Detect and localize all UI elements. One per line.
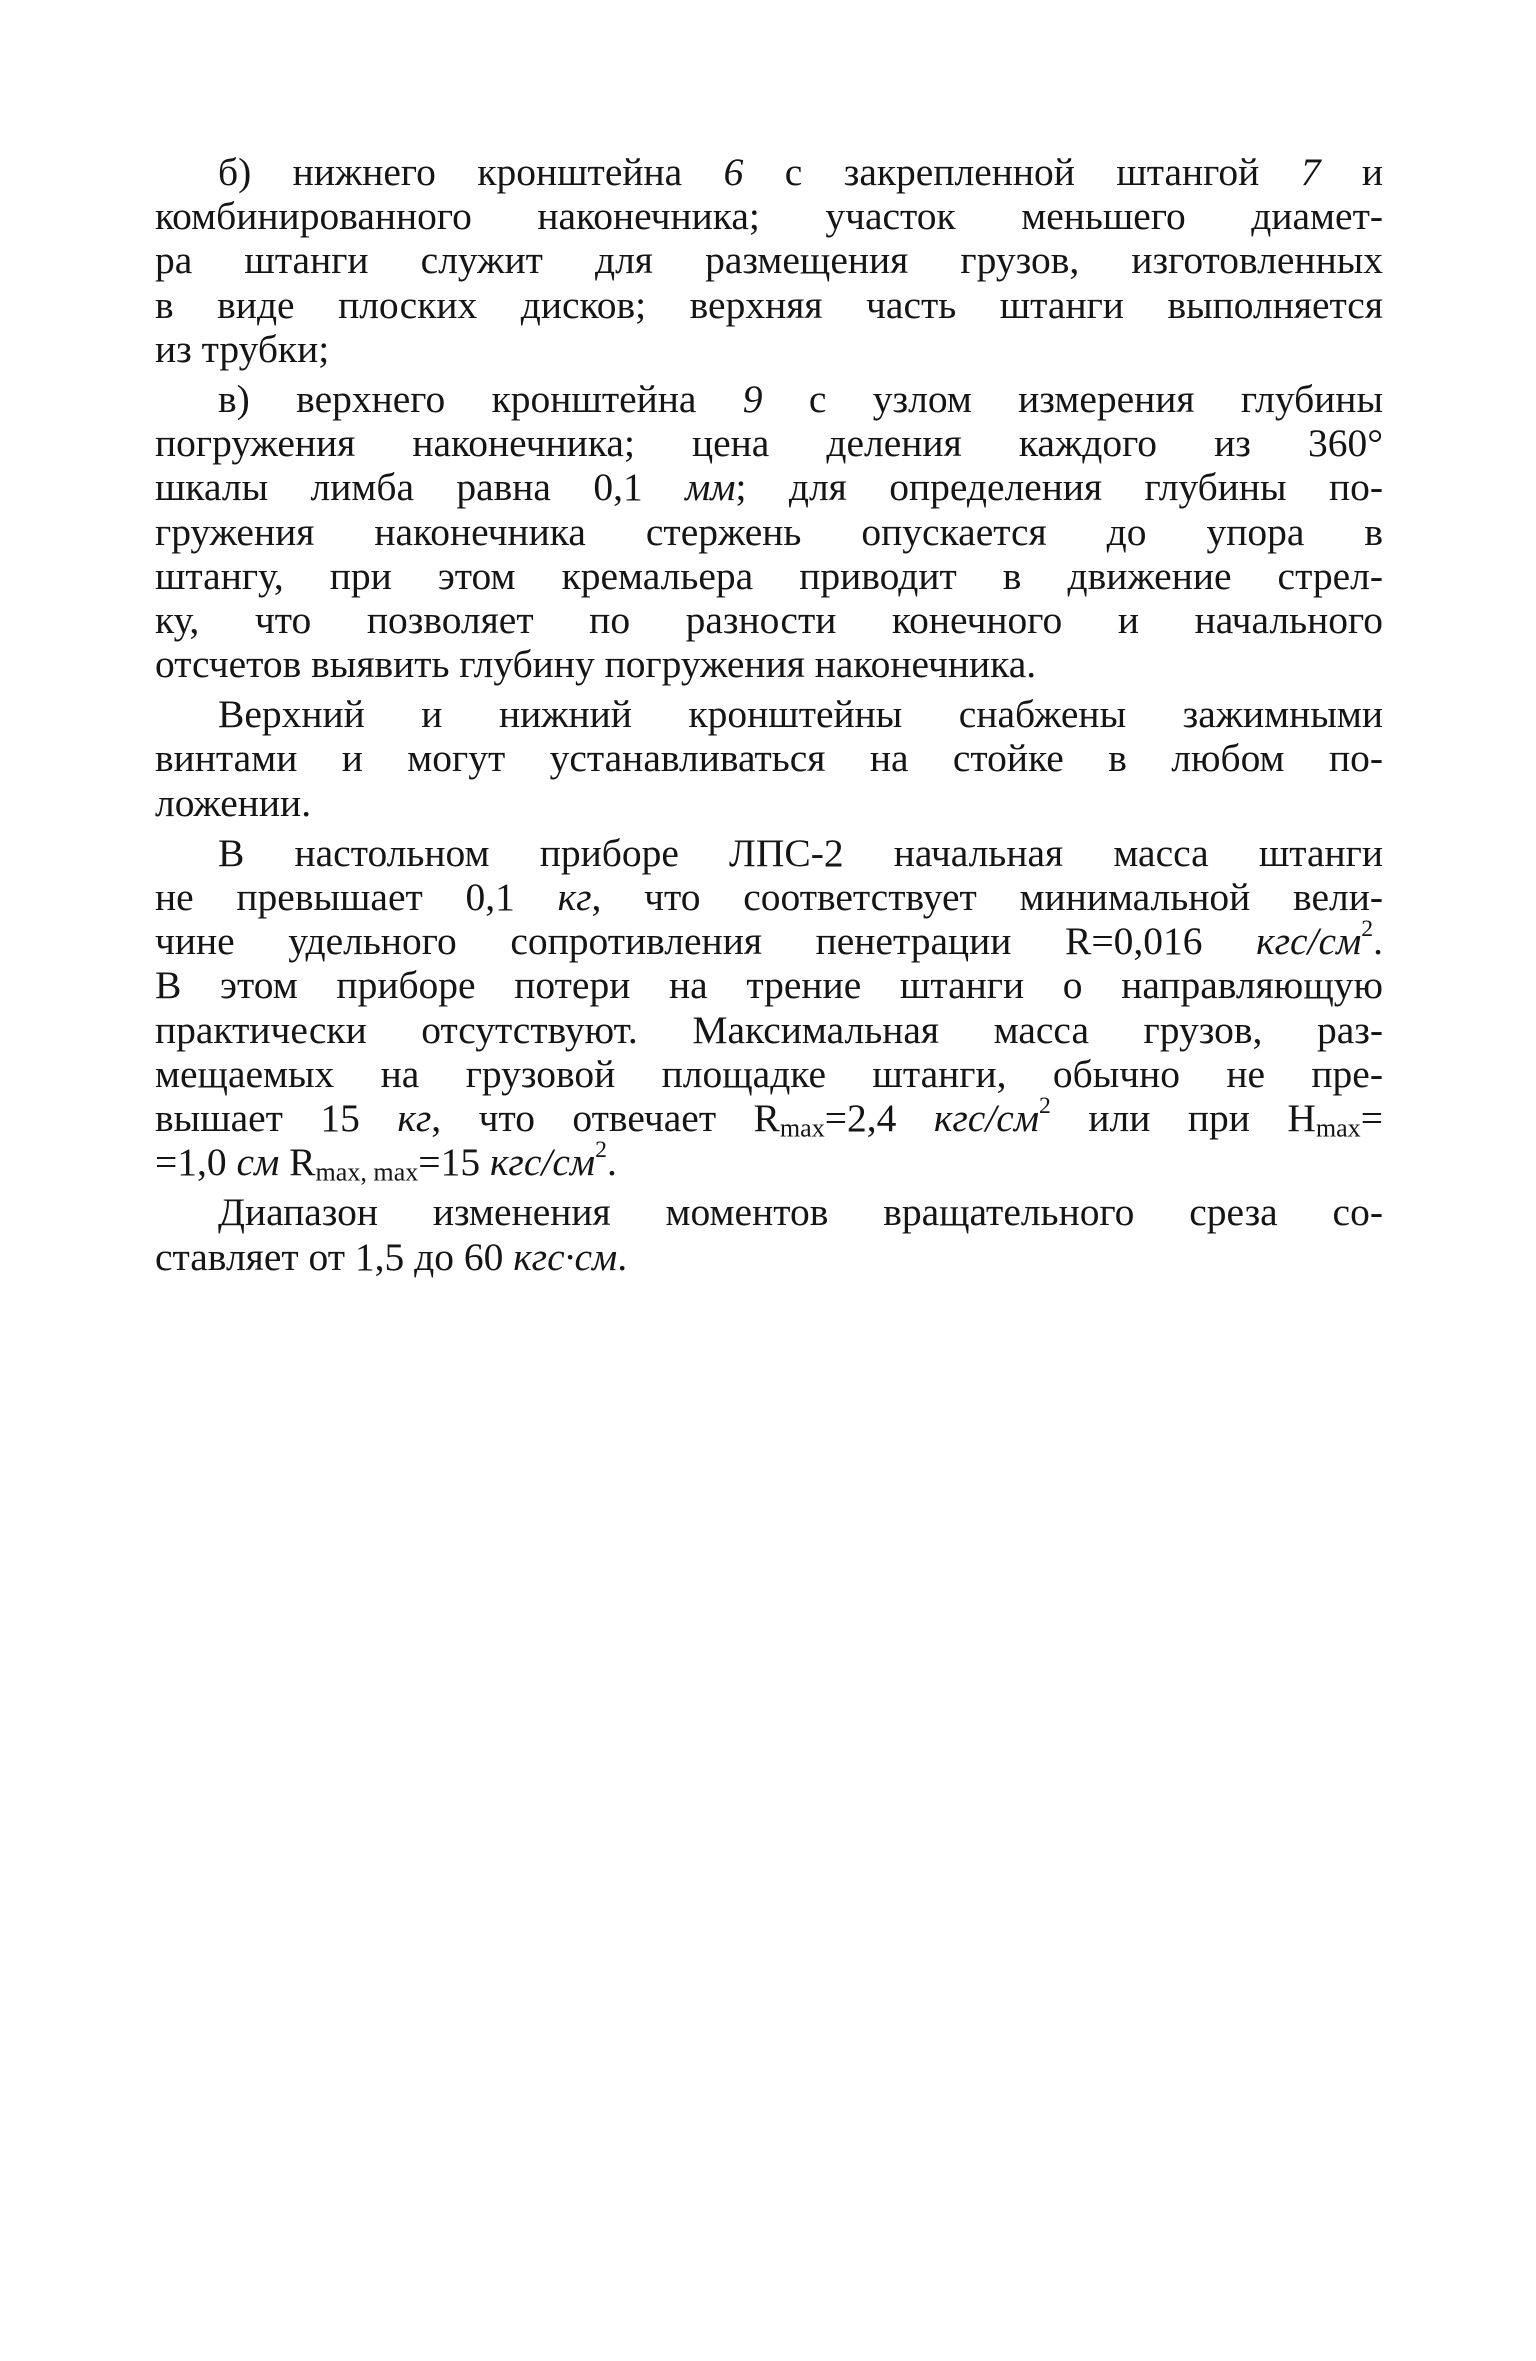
text-line: из трубки;: [155, 326, 330, 371]
text-line: погружения наконечника; цена деления каждого из 360°: [155, 421, 1383, 466]
text-line: в) верхнего кронштейна 9 с узлом измерения глубины: [218, 376, 1383, 421]
paragraph-range: [155, 1190, 1383, 1278]
paragraph-b: [155, 150, 1383, 371]
page-text: [155, 150, 1383, 1279]
text-line: не превышает 0,1 кг, что соответствует минимальной вели-: [155, 875, 1383, 919]
text-line: мещаемых на грузовой площадке штанги, обычно не пре-: [155, 1051, 1383, 1096]
text-line: =1,0 см $R_{max, max}=15$ кгс/$см^2$.: [155, 1137, 617, 1187]
text-line: отсчетов выявить глубину погружения наконечника.: [155, 642, 1037, 687]
text-line: гружения наконечника стержень опускается до упора в: [155, 509, 1383, 554]
text-line: вышает 15 кг, что отвечает $R_{max}=2,4$ кгс/$см^2$ или при $H_{max}=$: [155, 1093, 1383, 1143]
text-line: комбинированного наконечника; участок меньшего диамет-: [155, 194, 1383, 239]
text-line: В настольном приборе ЛПС-2 начальная масса штанги: [218, 830, 1383, 875]
paragraph-v: [155, 377, 1383, 686]
text-line: ра штанги служит для размещения грузов, изготовленных: [155, 238, 1383, 283]
text-line: винтами и могут устанавливаться на стойке в любом по-: [155, 736, 1383, 781]
text-line: штангу, при этом кремальера приводит в движение стрел-: [155, 553, 1383, 598]
text-line: практически отсутствуют. Максимальная масса грузов, раз-: [155, 1007, 1383, 1052]
paragraph-lps2: [155, 831, 1383, 1185]
text-line: ку, что позволяет по разности конечного и начального: [155, 597, 1383, 642]
text-line: ложении.: [155, 780, 312, 825]
text-line: б) нижнего кронштейна 6 с закрепленной штангой 7 и: [218, 150, 1384, 194]
text-line: Диапазон изменения моментов вращательного среза со-: [218, 1190, 1383, 1235]
paragraph-brackets: [155, 692, 1383, 825]
text-line: в виде плоских дисков; верхняя часть штанги выполняется: [155, 282, 1383, 327]
text-line: чине удельного сопротивления пенетрации R=0,016 кгс/$см^2$.: [155, 916, 1383, 964]
text-line: шкалы лимба равна 0,1 мм; для определения глубины по-: [155, 465, 1383, 510]
text-line: ставляет от 1,5 до 60 кгс·см.: [155, 1234, 628, 1279]
text-line: В этом приборе потери на трение штанги о направляющую: [155, 963, 1383, 1008]
text-line: Верхний и нижний кронштейны снабжены зажимными: [218, 692, 1383, 737]
